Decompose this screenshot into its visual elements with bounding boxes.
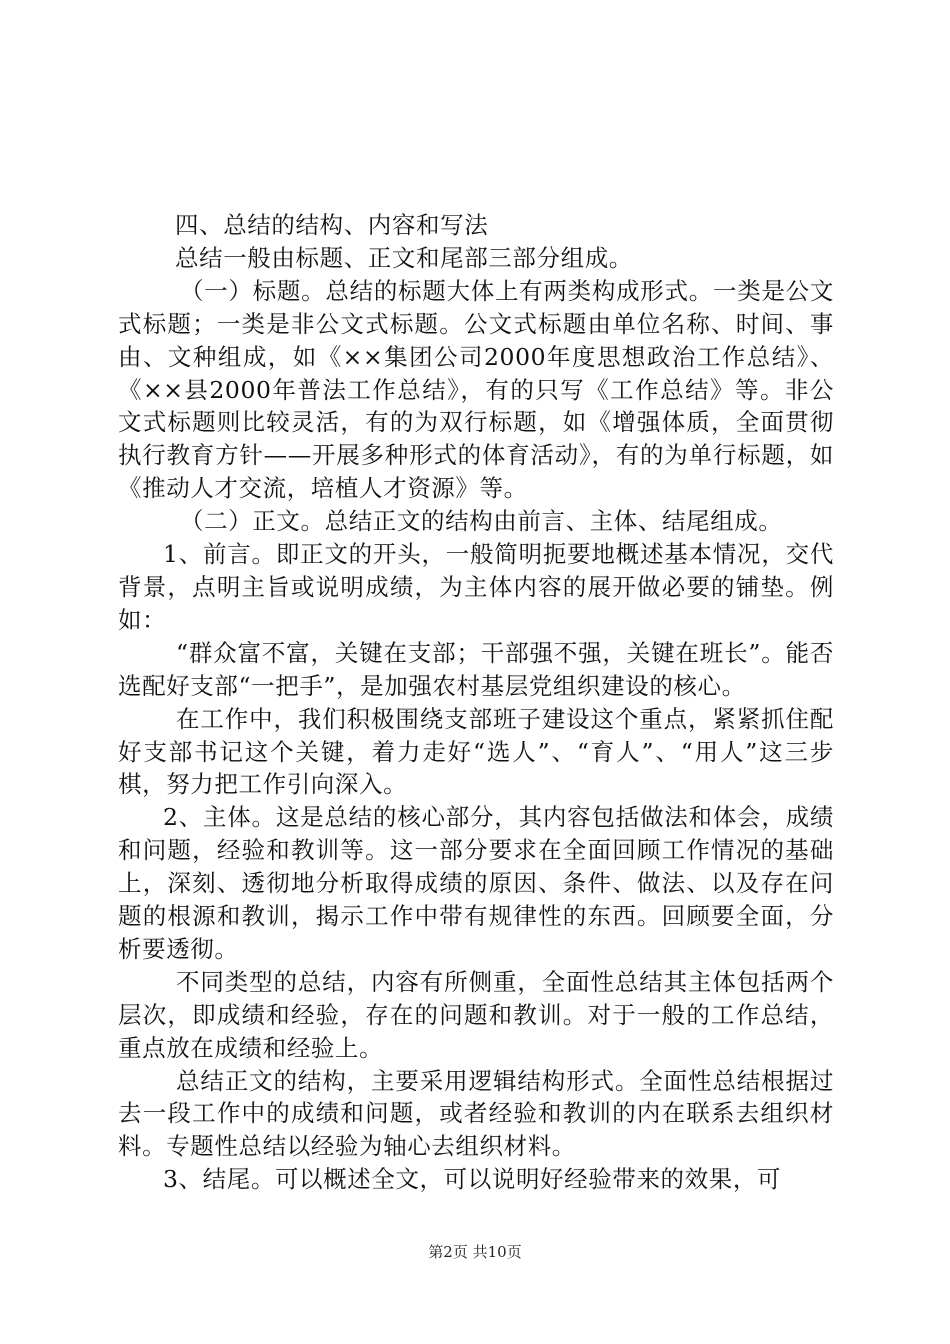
- paragraph: （二）正文。总结正文的结构由前言、主体、结尾组成。: [180, 507, 783, 536]
- paragraph: 1、前言。即正文的开头，一般简明扼要地概述基本情况，交代背景，点明主旨或说明成绩，为主体内容的展开做必要的铺垫。例如：: [118, 540, 834, 634]
- paragraph: （一）标题。总结的标题大体上有两类构成形式。一类是公文式标题；一类是非公文式标题。公文式标题由单位名称、时间、事由、文种组成，如《××集团公司2000年度思想政治工作总结》、《××县2000年普法工作总结》，有的只写《工作总结》等。非公文式标题则比较灵活，有的为双行标题，如《增强体质，全面贯彻执行教育方针——开展多种形式的体育活动》，有的为单行标题，如《推动人才交流，培植人才资源》等。: [118, 276, 834, 503]
- paragraph: 总结一般由标题、正文和尾部三部分组成。: [175, 243, 633, 272]
- paragraph: 在工作中，我们积极围绕支部班子建设这个重点，紧紧抓住配好支部书记这个关键，着力走好“选人”、“育人”、“用人”这三步棋，努力把工作引向深入。: [118, 704, 834, 799]
- paragraph: 总结正文的结构，主要采用逻辑结构形式。全面性总结根据过去一段工作中的成绩和问题，或者经验和教训的内在联系去组织材料。专题性总结以经验为轴心去组织材料。: [118, 1066, 834, 1161]
- page-number-footer: 第2页 共10页: [428, 1243, 522, 1261]
- document-body: [118, 209, 834, 1196]
- paragraph: 3、结尾。可以概述全文，可以说明好经验带来的效果，可: [163, 1165, 782, 1194]
- paragraph: 不同类型的总结，内容有所侧重，全面性总结其主体包括两个层次，即成绩和经验，存在的问题和教训。对于一般的工作总结，重点放在成绩和经验上。: [118, 967, 834, 1062]
- paragraph: 2、主体。这是总结的核心部分，其内容包括做法和体会，成绩和问题，经验和教训等。这一部分要求在全面回顾工作情况的基础上，深刻、透彻地分析取得成绩的原因、条件、做法、以及存在问题的根源和教训，揭示工作中带有规律性的东西。回顾要全面，分析要透彻。: [118, 803, 834, 963]
- section-heading: 四、总结的结构、内容和写法: [175, 211, 489, 239]
- quote-paragraph: “群众富不富，关键在支部；干部强不强，关键在班长”。能否选配好支部“一把手”，是加强农村基层党组织建设的核心。: [118, 638, 834, 700]
